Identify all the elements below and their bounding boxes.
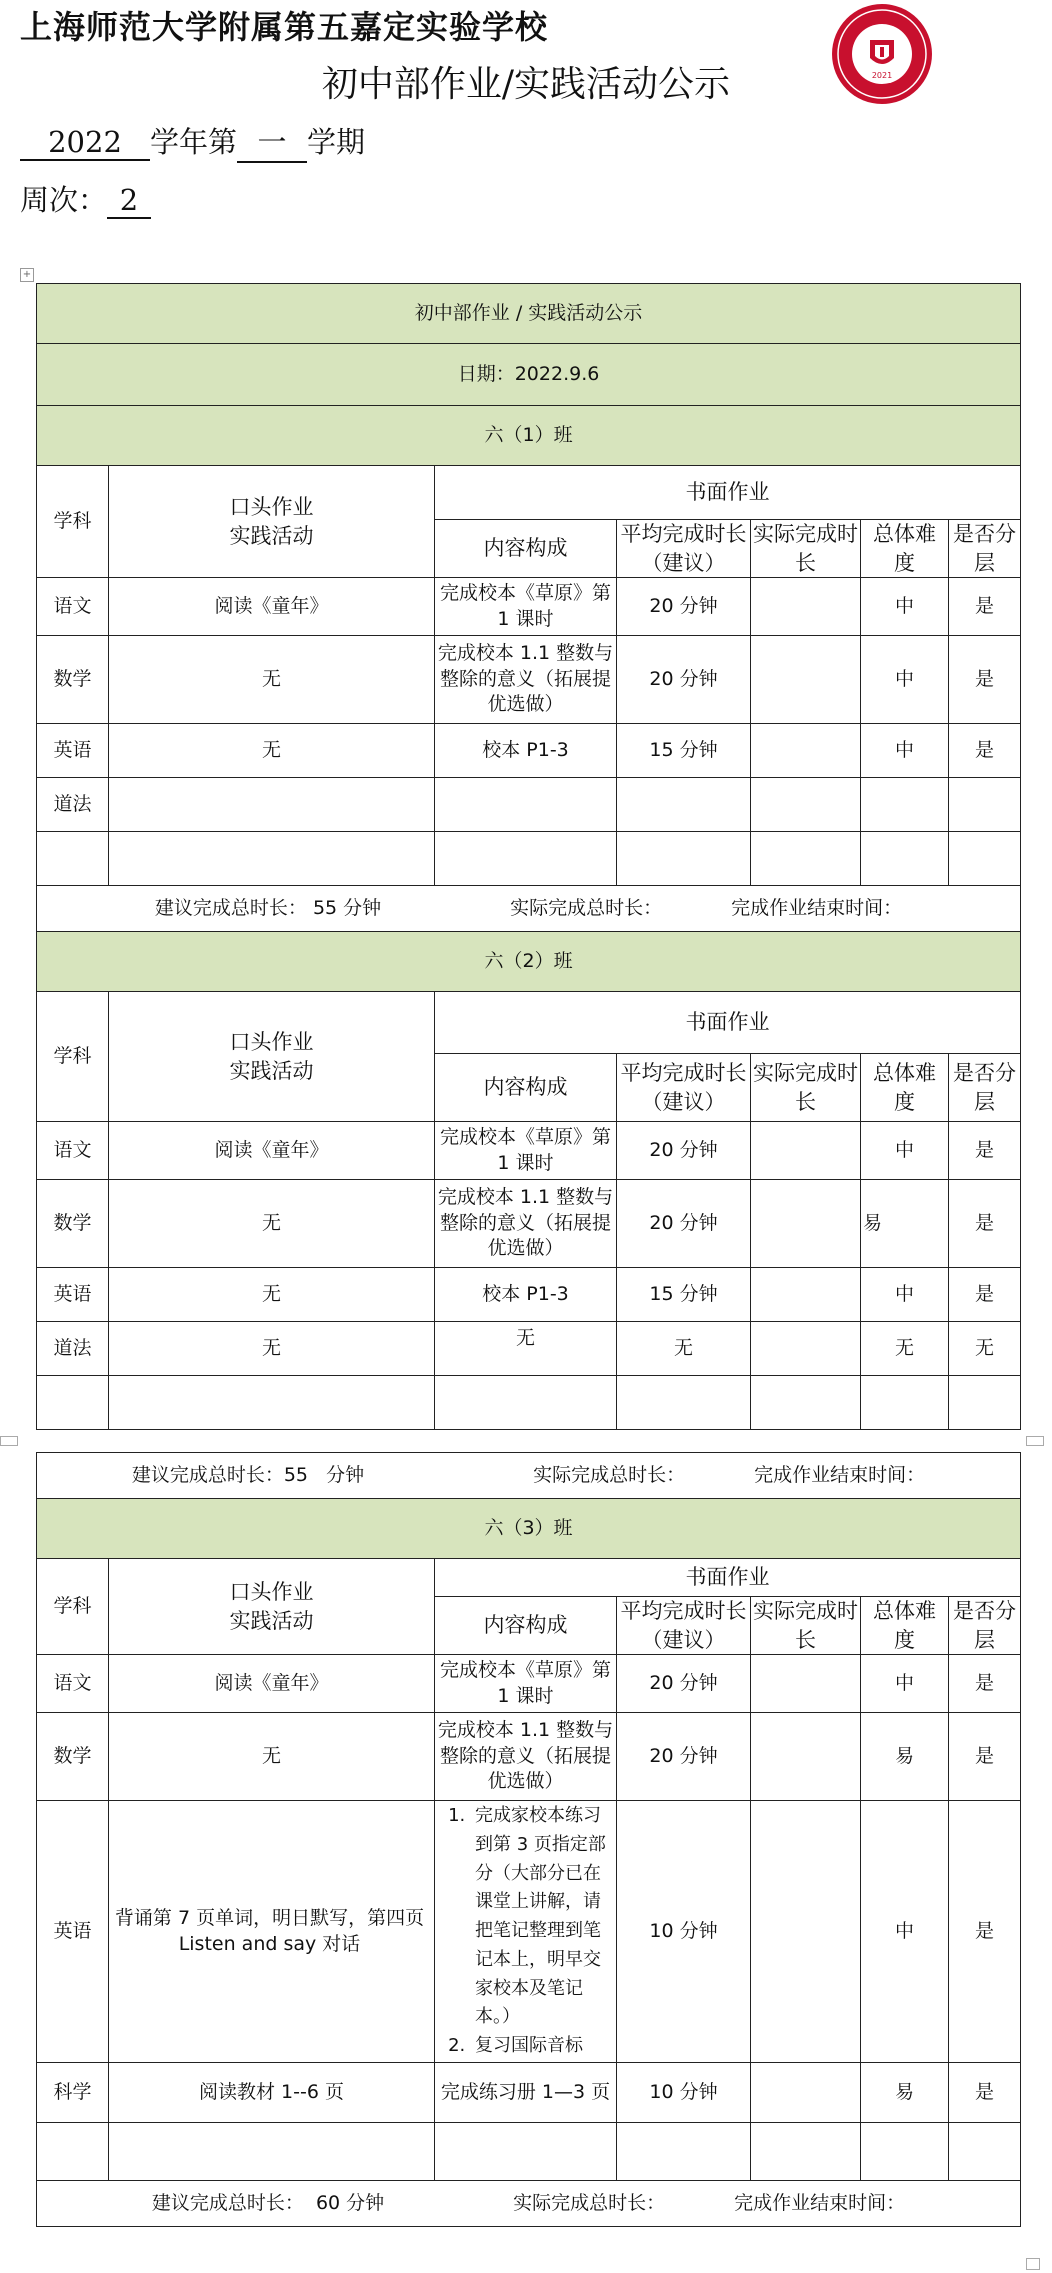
- cell-difficulty: 易: [861, 2063, 949, 2123]
- class-name: 六（3）班: [37, 1499, 1021, 1559]
- cell-difficulty: [861, 1376, 949, 1430]
- col-oral-1: 口头作业: [229, 495, 314, 520]
- table-resize-handle-icon[interactable]: [1026, 2258, 1040, 2270]
- cell-content: [435, 1801, 617, 2063]
- cell-layered: 是: [949, 1655, 1021, 1713]
- cell-oral: 阅读教材 1--6 页: [109, 2063, 435, 2123]
- cell-oral: 无: [109, 1180, 435, 1268]
- cell-content: 校本 P1-3: [435, 1268, 617, 1322]
- table-row: [37, 1376, 1021, 1430]
- summary-suggest-label: 建议完成总时长：: [154, 896, 307, 919]
- cell-avg: [617, 832, 751, 886]
- cell-avg: 20 分钟: [617, 1180, 751, 1268]
- cell-content: 完成校本《草原》第 1 课时: [435, 1122, 617, 1180]
- summary-suggest: [155, 897, 381, 919]
- table-row: [37, 1322, 1021, 1376]
- cell-actual[interactable]: [751, 578, 861, 636]
- cell-layered: 无: [949, 1322, 1021, 1376]
- term-label: 学期: [307, 125, 366, 159]
- cell-actual[interactable]: [751, 2063, 861, 2123]
- col-oral-2: 实践活动: [229, 523, 314, 548]
- cell-difficulty: 中: [861, 1122, 949, 1180]
- cell-content: [435, 2123, 617, 2181]
- cell-difficulty: [861, 2123, 949, 2181]
- cell-avg: 20 分钟: [617, 1122, 751, 1180]
- table-row: [37, 636, 1021, 724]
- cell-subject: [37, 1376, 109, 1430]
- cell-content: 完成校本 1.1 整数与整除的意义（拓展提优选做）: [435, 636, 617, 724]
- cell-layered: 是: [949, 724, 1021, 778]
- cell-oral: [109, 2123, 435, 2181]
- cell-oral: [109, 1376, 435, 1430]
- cell-content: 完成校本《草原》第 1 课时: [435, 578, 617, 636]
- cell-avg: 15 分钟: [617, 1268, 751, 1322]
- cell-subject: 英语: [37, 1801, 109, 2063]
- summary-cell: [37, 2181, 1021, 2227]
- cell-avg: 20 分钟: [617, 636, 751, 724]
- col-difficulty: 总体难度: [861, 520, 949, 578]
- cell-difficulty: 中: [861, 724, 949, 778]
- cell-layered: 是: [949, 1180, 1021, 1268]
- cell-subject: [37, 832, 109, 886]
- cell-layered: [949, 832, 1021, 886]
- cell-content: 完成练习册 1—3 页: [435, 2063, 617, 2123]
- table-row: [37, 1122, 1021, 1180]
- col-actual-time: 实际完成时长: [751, 1597, 861, 1655]
- cell-actual[interactable]: [751, 724, 861, 778]
- table-row: [37, 1268, 1021, 1322]
- col-oral-1: 口头作业: [229, 1580, 314, 1605]
- cell-difficulty: 中: [861, 578, 949, 636]
- list-item: 2. 复习国际音标: [471, 2032, 614, 2061]
- col-avg-time: 平均完成时长（建议）: [617, 1054, 751, 1122]
- cell-subject: 道法: [37, 1322, 109, 1376]
- cell-difficulty: 中: [861, 1655, 949, 1713]
- summary-suggest-value: 分钟: [326, 1463, 365, 1486]
- cell-oral: 阅读《童年》: [109, 1122, 435, 1180]
- cell-subject: 语文: [37, 578, 109, 636]
- summary-suggest: [152, 2192, 384, 2214]
- cell-oral: [109, 832, 435, 886]
- cell-actual[interactable]: [751, 636, 861, 724]
- homework-table-continued: [36, 1452, 1021, 2227]
- cell-subject: 数学: [37, 1180, 109, 1268]
- cell-difficulty: [861, 778, 949, 832]
- cell-actual[interactable]: [751, 1801, 861, 2063]
- summary-row: [37, 886, 1021, 932]
- col-written: 书面作业: [435, 466, 1021, 520]
- cell-actual[interactable]: [751, 1655, 861, 1713]
- page-break-marker: [1026, 1436, 1044, 1446]
- cell-actual[interactable]: [751, 1180, 861, 1268]
- cell-content: 完成校本 1.1 整数与整除的意义（拓展提优选做）: [435, 1713, 617, 1801]
- col-subject: 学科: [37, 466, 109, 578]
- cell-layered: [949, 778, 1021, 832]
- col-actual-time: 实际完成时长: [751, 1054, 861, 1122]
- table-row: [37, 1655, 1021, 1713]
- col-subject: 学科: [37, 992, 109, 1122]
- cell-content: 完成校本《草原》第 1 课时: [435, 1655, 617, 1713]
- cell-actual[interactable]: [751, 1376, 861, 1430]
- page-break-marker: [0, 1436, 18, 1446]
- homework-table: [36, 283, 1021, 1430]
- summary-actual: 实际完成总时长：: [513, 2191, 666, 2214]
- cell-subject: 科学: [37, 2063, 109, 2123]
- col-content: 内容构成: [435, 520, 617, 578]
- col-content: 内容构成: [435, 1597, 617, 1655]
- table-title: 初中部作业 / 实践活动公示: [37, 284, 1021, 344]
- col-avg-time: 平均完成时长（建议）: [617, 1597, 751, 1655]
- col-oral-1: 口头作业: [229, 1030, 314, 1055]
- class-name: 六（1）班: [37, 406, 1021, 466]
- cell-avg: [617, 778, 751, 832]
- col-difficulty: 总体难度: [861, 1597, 949, 1655]
- col-difficulty: 总体难度: [861, 1054, 949, 1122]
- cell-difficulty: [861, 832, 949, 886]
- cell-oral: 无: [109, 1713, 435, 1801]
- summary-cell: [37, 886, 1021, 932]
- cell-avg: [617, 2123, 751, 2181]
- summary-cell: [37, 1453, 1021, 1499]
- school-year: 2022: [20, 125, 150, 161]
- table-date: 日期：2022.9.6: [37, 344, 1021, 406]
- table-row: [37, 1180, 1021, 1268]
- summary-end: 完成作业结束时间：: [754, 1463, 926, 1486]
- class-name: 六（2）班: [37, 932, 1021, 992]
- cell-subject: 语文: [37, 1122, 109, 1180]
- summary-suggest: [132, 1464, 364, 1486]
- cell-layered: 是: [949, 1122, 1021, 1180]
- table-row: [37, 1713, 1021, 1801]
- cell-layered: 是: [949, 636, 1021, 724]
- week-value: 2: [107, 183, 151, 219]
- cell-actual[interactable]: [751, 2123, 861, 2181]
- cell-difficulty: 易: [861, 1180, 949, 1268]
- summary-suggest-value: 55 分钟: [312, 896, 382, 919]
- col-content: 内容构成: [435, 1054, 617, 1122]
- col-avg-time: 平均完成时长（建议）: [617, 520, 751, 578]
- cell-content: 完成校本 1.1 整数与整除的意义（拓展提优选做）: [435, 1180, 617, 1268]
- table-row: [37, 2123, 1021, 2181]
- school-seal-logo: [830, 2, 934, 106]
- col-actual-time: 实际完成时长: [751, 520, 861, 578]
- cell-layered: 是: [949, 578, 1021, 636]
- col-oral-2: 实践活动: [229, 1608, 314, 1633]
- cell-avg: 20 分钟: [617, 1655, 751, 1713]
- cell-actual[interactable]: [751, 832, 861, 886]
- summary-suggest-value: 60 分钟: [315, 2191, 385, 2214]
- table-row: [37, 832, 1021, 886]
- cell-oral: 无: [109, 724, 435, 778]
- cell-layered: 是: [949, 1713, 1021, 1801]
- col-written: 书面作业: [435, 992, 1021, 1054]
- cell-content: [435, 1376, 617, 1430]
- cell-avg: 10 分钟: [617, 1801, 751, 2063]
- cell-oral: 背诵第 7 页单词，明日默写，第四页 Listen and say 对话: [109, 1801, 435, 2063]
- summary-suggest-label: 建议完成总时长：55: [131, 1463, 309, 1486]
- cell-difficulty: 无: [861, 1322, 949, 1376]
- cell-subject: [37, 2123, 109, 2181]
- col-oral: [109, 1559, 435, 1655]
- week-line: [20, 178, 151, 219]
- cell-oral: [109, 778, 435, 832]
- cell-difficulty: 中: [861, 1801, 949, 2063]
- col-layered: 是否分层: [949, 1054, 1021, 1122]
- school-name: 上海师范大学附属第五嘉定实验学校: [20, 8, 549, 46]
- term-line: [20, 120, 365, 163]
- cell-layered: [949, 1376, 1021, 1430]
- cell-avg: 20 分钟: [617, 578, 751, 636]
- week-label: 周次：: [20, 183, 108, 217]
- cell-actual[interactable]: [751, 1713, 861, 1801]
- seal-icon: [830, 2, 934, 106]
- cell-layered: 是: [949, 2063, 1021, 2123]
- cell-subject: 英语: [37, 724, 109, 778]
- cell-subject: 数学: [37, 636, 109, 724]
- summary-row: [37, 1453, 1021, 1499]
- summary-row: [37, 2181, 1021, 2227]
- cell-difficulty: 中: [861, 1268, 949, 1322]
- cell-difficulty: 易: [861, 1713, 949, 1801]
- summary-actual: 实际完成总时长：: [533, 1463, 686, 1486]
- cell-avg: 10 分钟: [617, 2063, 751, 2123]
- table-move-handle-icon[interactable]: +: [20, 268, 34, 282]
- table-row: [37, 1801, 1021, 2063]
- seal-year: 2021: [871, 71, 893, 80]
- list-item: 1. 完成家校本练习到第 3 页指定部分（大部分已在课堂上讲解，请把笔记整理到笔记本上，明早交家校本及笔记本。）: [471, 1802, 614, 2032]
- summary-end: 完成作业结束时间：: [731, 896, 903, 919]
- cell-oral: 无: [109, 1322, 435, 1376]
- col-oral-2: 实践活动: [229, 1058, 314, 1083]
- summary-end: 完成作业结束时间：: [734, 2191, 906, 2214]
- cell-layered: 是: [949, 1268, 1021, 1322]
- content-list: [437, 1802, 614, 2061]
- term-value: 一: [237, 120, 307, 163]
- table-row: [37, 2063, 1021, 2123]
- cell-subject: 语文: [37, 1655, 109, 1713]
- cell-avg: 15 分钟: [617, 724, 751, 778]
- cell-actual[interactable]: [751, 1322, 861, 1376]
- col-layered: 是否分层: [949, 1597, 1021, 1655]
- year-label: 学年第: [150, 125, 238, 159]
- col-oral: [109, 992, 435, 1122]
- cell-avg: 无: [617, 1322, 751, 1376]
- cell-layered: [949, 2123, 1021, 2181]
- summary-suggest-label: 建议完成总时长：: [151, 2191, 304, 2214]
- cell-subject: 数学: [37, 1713, 109, 1801]
- col-layered: 是否分层: [949, 520, 1021, 578]
- col-subject: 学科: [37, 1559, 109, 1655]
- cell-layered: 是: [949, 1801, 1021, 2063]
- col-oral: [109, 466, 435, 578]
- col-written: 书面作业: [435, 1559, 1021, 1597]
- cell-content: [435, 778, 617, 832]
- cell-oral: 阅读《童年》: [109, 578, 435, 636]
- cell-actual[interactable]: [751, 1268, 861, 1322]
- cell-content: 校本 P1-3: [435, 724, 617, 778]
- cell-subject: 英语: [37, 1268, 109, 1322]
- cell-oral: 阅读《童年》: [109, 1655, 435, 1713]
- cell-oral: 无: [109, 1268, 435, 1322]
- cell-content: [435, 832, 617, 886]
- cell-difficulty: 中: [861, 636, 949, 724]
- cell-content: 无: [435, 1322, 617, 1376]
- table-row: [37, 724, 1021, 778]
- table-row: [37, 578, 1021, 636]
- cell-avg: [617, 1376, 751, 1430]
- cell-actual[interactable]: [751, 778, 861, 832]
- summary-actual: 实际完成总时长：: [510, 896, 663, 919]
- cell-actual[interactable]: [751, 1122, 861, 1180]
- cell-oral: 无: [109, 636, 435, 724]
- page-title: 初中部作业/实践活动公示: [321, 64, 731, 105]
- table-row: [37, 778, 1021, 832]
- cell-subject: 道法: [37, 778, 109, 832]
- cell-avg: 20 分钟: [617, 1713, 751, 1801]
